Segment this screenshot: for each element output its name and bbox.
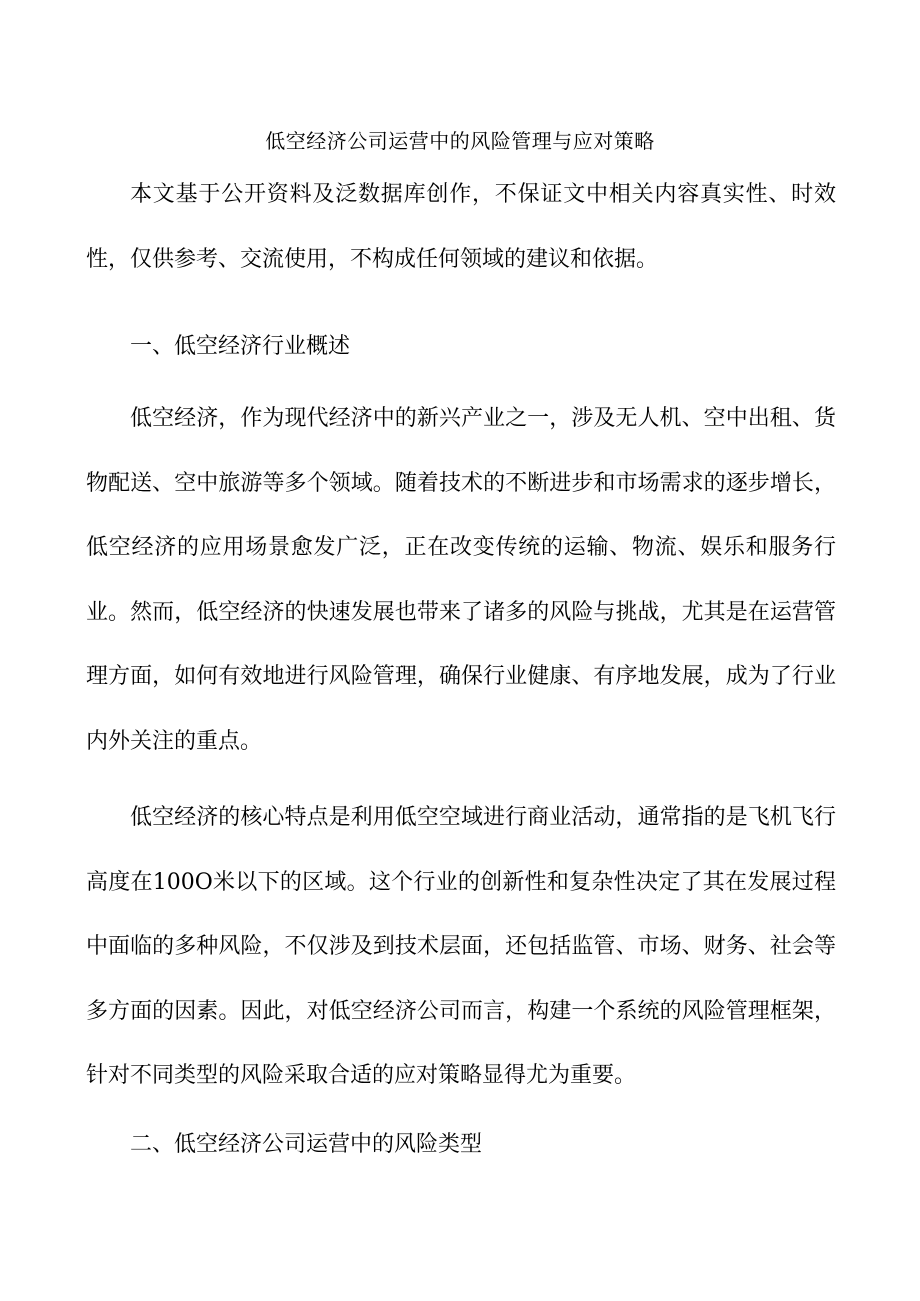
section-1-paragraph-1: 低空经济，作为现代经济中的新兴产业之一，涉及无人机、空中出租、货物配送、空中旅游等多个领域。随着技术的不断进步和市场需求的逐步增长，低空经济的应用场景愈发广泛，正在改变传统的运输、物流、娱乐和服务行业。然而，低空经济的快速发展也带来了诸多的风险与挑战，尤其是在运营管理方面，如何有效地进行风险管理，确保行业健康、有序地发展，成为了行业内外关注的重点。 — [86, 406, 836, 754]
section-1-paragraph-2: 低空经济的核心特点是利用低空空域进行商业活动，通常指的是飞机飞行高度在100O米以下的区域。这个行业的创新性和复杂性决定了其在发展过程中面临的多种风险，不仅涉及到技术层面，还包括监管、市场、财务、社会等多方面的因素。因此，对低空经济公司而言，构建一个系统的风险管理框架，针对不同类型的风险采取合适的应对策略显得尤为重要。 — [86, 805, 836, 1088]
section-heading-2: 二、低空经济公司运营中的风险类型 — [130, 1132, 483, 1157]
document-title: 低空经济公司运营中的风险管理与应对策略 — [265, 129, 655, 153]
disclaimer-paragraph: 本文基于公开资料及泛数据库创作，不保证文中相关内容真实性、时效性，仅供参考、交流使用，不构成任何领域的建议和依据。 — [86, 182, 836, 272]
section-heading-1: 一、低空经济行业概述 — [130, 334, 351, 359]
